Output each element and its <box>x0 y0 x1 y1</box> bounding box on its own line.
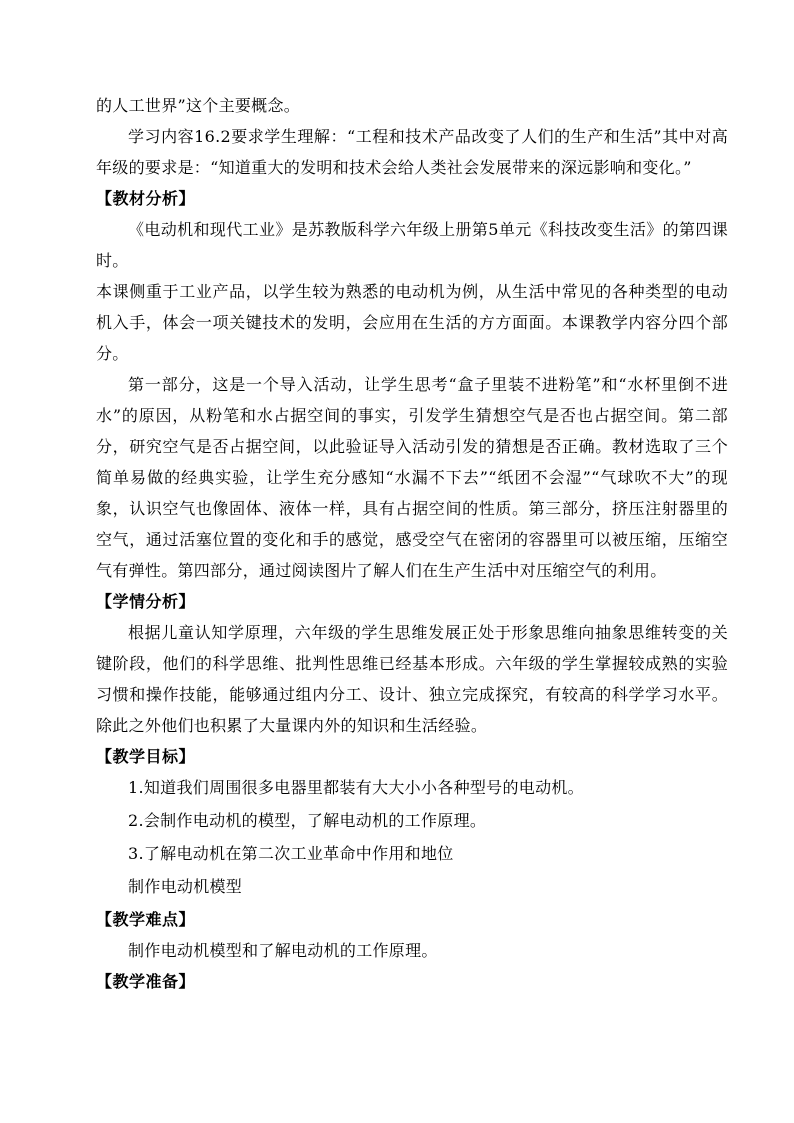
teaching-difficulty-heading: 【教学难点】 <box>96 910 196 929</box>
intro-line: 的人工世界”这个主要概念。 <box>96 96 301 115</box>
textbook-analysis-paragraph-2: 本课侧重于工业产品，以学生较为熟悉的电动机为例，从生活中常见的各种类型的电动机入手，体会一项关键技术的发明，会应用在生活的方方面面。本课教学内容分四个部分。 <box>96 282 728 363</box>
teaching-preparation-heading: 【教学准备】 <box>96 972 196 991</box>
learner-analysis-heading: 【学情分析】 <box>96 592 196 611</box>
learning-content-paragraph: 学习内容16.2要求学生理解：“工程和技术产品改变了人们的生产和生活”其中对高年级的要求是：“知道重大的发明和技术会给人类社会发展带来的深远影响和变化。” <box>96 127 728 177</box>
document-body <box>96 90 728 997</box>
objective-item: 2.会制作电动机的模型，了解电动机的工作原理。 <box>128 811 487 830</box>
teaching-objectives-list <box>96 772 728 902</box>
key-point-item: 制作电动机模型 <box>128 877 243 896</box>
textbook-analysis-paragraph-3: 第一部分，这是一个导入活动，让学生思考“盒子里装不进粉笔”和“水杯里倒不进水”的原因，从粉笔和水占据空间的事实，引发学生猜想空气是否也占据空间。第二部分，研究空气是否占据空间，以此验证导入活动引发的猜想是否正确。教材选取了三个简单易做的经典实验，让学生充分感知“水漏不下去”“纸团不会湿”“气球吹不大”的现象，认识空气也像固体、液体一样，具有占据空间的性质。第三部分，挤压注射器里的空气，通过活塞位置的变化和手的感觉，感受空气在密闭的容器里可以被压缩，压缩空气有弹性。第四部分，通过阅读图片了解人们在生产生活中对压缩空气的利用。 <box>96 375 728 580</box>
teaching-objectives-heading: 【教学目标】 <box>96 747 196 766</box>
teaching-difficulty-paragraph: 制作电动机模型和了解电动机的工作原理。 <box>128 941 438 960</box>
textbook-analysis-paragraph-1: 《电动机和现代工业》是苏教版科学六年级上册第5单元《科技改变生活》的第四课时。 <box>96 220 728 270</box>
learner-analysis-paragraph: 根据儿童认知学原理，六年级的学生思维发展正处于形象思维向抽象思维转变的关键阶段，他们的科学思维、批判性思维已经基本形成。六年级的学生掌握较成熟的实验习惯和操作技能，能够通过组内分工、设计、独立完成探究，有较高的科学学习水平。除此之外他们也积累了大量课内外的知识和生活经验。 <box>96 623 728 735</box>
objective-item: 3.了解电动机在第二次工业革命中作用和地位 <box>128 844 454 863</box>
objective-item: 1.知道我们周围很多电器里都装有大大小小各种型号的电动机。 <box>128 778 584 797</box>
textbook-analysis-heading: 【教材分析】 <box>96 189 196 208</box>
